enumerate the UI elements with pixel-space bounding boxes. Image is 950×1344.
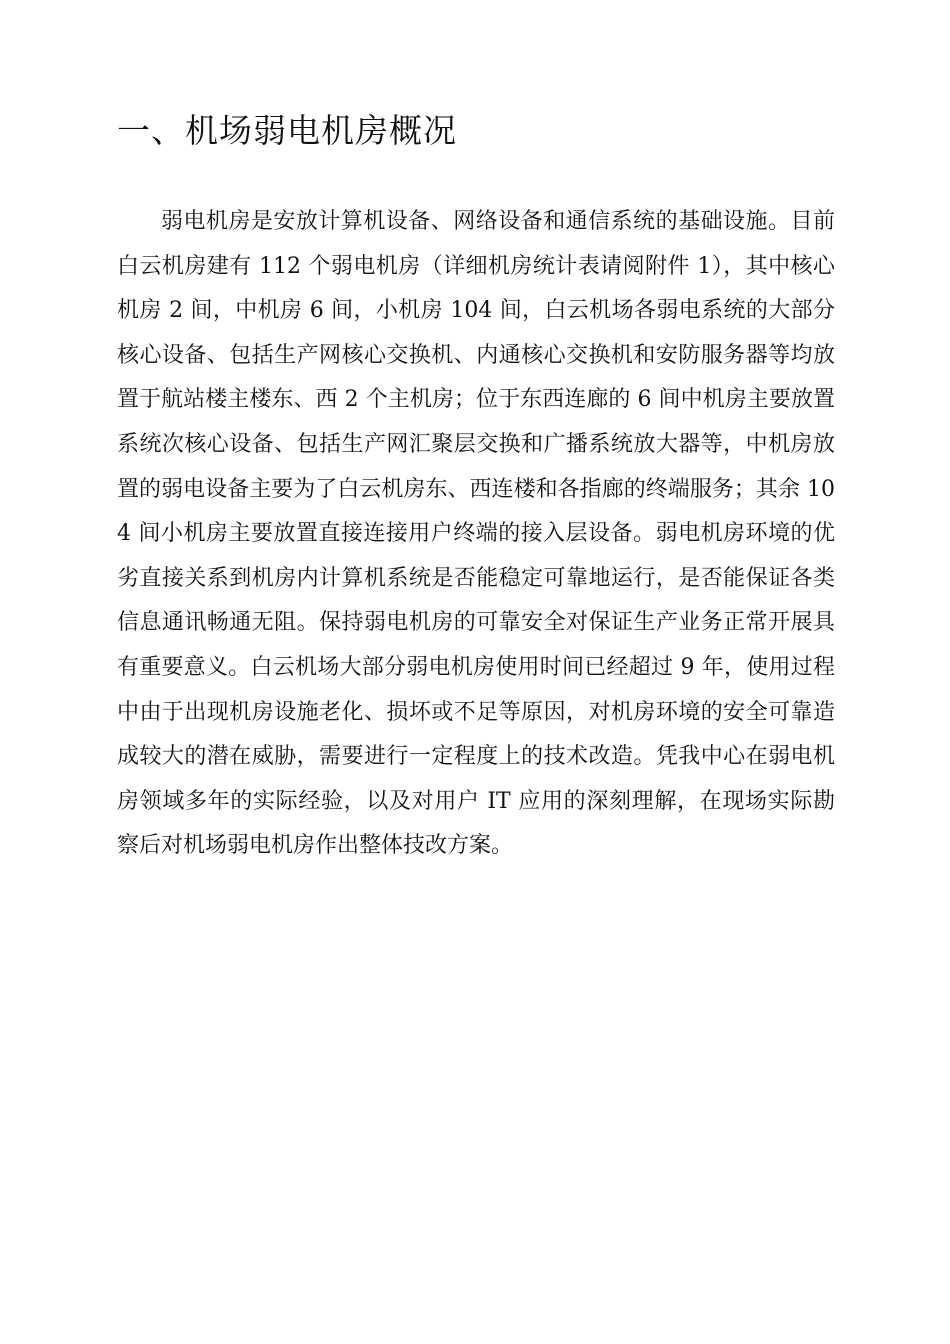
section-heading: 一、机场弱电机房概况 xyxy=(117,111,457,150)
body-paragraph: 弱电机房是安放计算机设备、网络设备和通信系统的基础设施。目前白云机房建有 112 个弱电机房（详细机房统计表请阅附件 1），其中核心机房 2 间，中机房 6 间，小机房 104 间，白云机场各弱电系统的大部分核心设备、包括生产网核心交换机、内通核心交换机和安防服务器等均放置于航站楼主楼东、西 2 个主机房；位于东西连廊的 6 间中机房主要放置系统次核心设备、包括生产网汇聚层交换和广播系统放大器等，中机房放置的弱电设备主要为了白云机房东、西连楼和各指廊的终端服务；其余 104 间小机房主要放置直接连接用户终端的接入层设备。弱电机房环境的优劣直接关系到机房内计算机系统是否能稳定可靠地运行，是否能保证各类信息通讯畅通无阻。保持弱电机房的可靠安全对保证生产业务正常开展具有重要意义。白云机场大部分弱电机房使用时间已经超过 9 年，使用过程中由于出现机房设施老化、损坏或不足等原因，对机房环境的安全可靠造成较大的潜在威胁，需要进行一定程度上的技术改造。凭我中心在弱电机房领域多年的实际经验，以及对用户 IT 应用的深刻理解，在现场实际勘察后对机场弱电机房作出整体技改方案。 xyxy=(117,209,835,859)
